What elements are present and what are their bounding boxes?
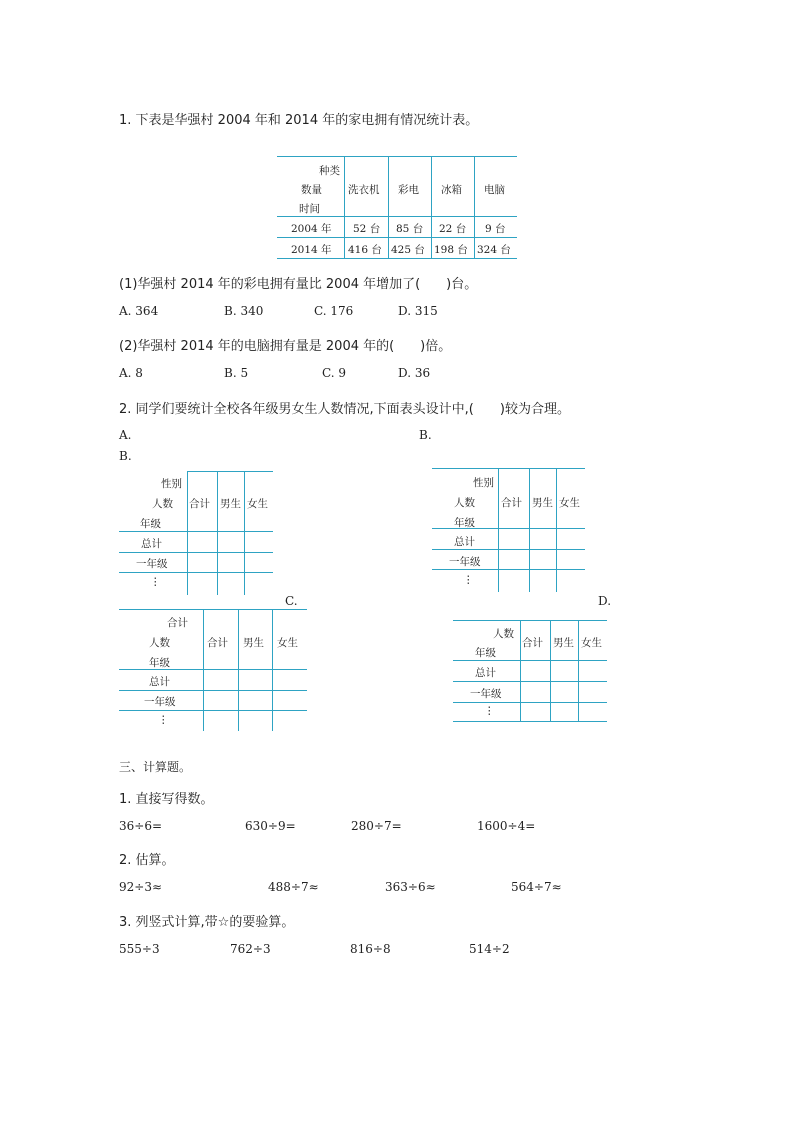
table-cell: 22 台 xyxy=(439,223,467,235)
column-header: 合计 xyxy=(207,637,228,649)
calc-item: 92÷3≈ xyxy=(119,880,163,894)
corner-label: 人数 xyxy=(454,497,475,509)
column-header: 合计 xyxy=(522,637,543,649)
row-label: ⋮ xyxy=(463,574,474,586)
column-header: 女生 xyxy=(277,637,298,649)
calc-item: 1600÷4= xyxy=(477,819,536,833)
corner-label: 性别 xyxy=(473,477,494,489)
option: A. 364 xyxy=(119,304,159,318)
corner-label: 人数 xyxy=(493,628,514,640)
column-header: 电脑 xyxy=(484,184,505,196)
table-cell: 198 台 xyxy=(434,244,468,256)
corner-label: 年级 xyxy=(475,647,496,659)
calc-item: 363÷6≈ xyxy=(385,880,436,894)
row-label: 一年级 xyxy=(449,556,481,568)
calc-item: 36÷6= xyxy=(119,819,163,833)
table-cell: 416 台 xyxy=(348,244,382,256)
option: D. 36 xyxy=(398,366,431,380)
row-label: 一年级 xyxy=(144,696,176,708)
option-label-b: B. xyxy=(119,449,132,463)
column-header: 女生 xyxy=(247,498,268,510)
table-cell: 324 台 xyxy=(477,244,511,256)
p2-title: 2. 估算。 xyxy=(119,853,175,868)
option: D. 315 xyxy=(398,304,438,318)
table-cell: 9 台 xyxy=(485,223,506,235)
corner-label: 年级 xyxy=(140,518,161,530)
row-label: 总计 xyxy=(454,536,475,548)
q2-title: 2. 同学们要统计全校各年级男女生人数情况,下面表头设计中,( )较为合理。 xyxy=(119,402,570,417)
column-header: 女生 xyxy=(559,497,580,509)
option-label-b: B. xyxy=(419,428,432,442)
calc-item: 555÷3 xyxy=(119,942,160,956)
option: B. 5 xyxy=(224,366,249,380)
corner-label: 人数 xyxy=(149,637,170,649)
calc-item: 564÷7≈ xyxy=(511,880,562,894)
option: A. 8 xyxy=(119,366,143,380)
column-header: 男生 xyxy=(243,637,264,649)
column-header: 男生 xyxy=(220,498,241,510)
column-header: 洗衣机 xyxy=(348,184,380,196)
header-table-c xyxy=(119,609,307,733)
calc-item: 514÷2 xyxy=(469,942,510,956)
table-cell: 85 台 xyxy=(396,223,424,235)
calc-item: 280÷7= xyxy=(351,819,402,833)
option: C. 9 xyxy=(322,366,347,380)
column-header: 男生 xyxy=(532,497,553,509)
q1-title: 1. 下表是华强村 2004 年和 2014 年的家电拥有情况统计表。 xyxy=(119,113,479,128)
column-header: 冰箱 xyxy=(441,184,462,196)
row-label: 一年级 xyxy=(470,688,502,700)
corner-label: 年级 xyxy=(454,517,475,529)
q1-sub1: (1)华强村 2014 年的彩电拥有量比 2004 年增加了( )台。 xyxy=(119,277,478,292)
corner-label: 合计 xyxy=(167,617,188,629)
table-cell: 52 台 xyxy=(353,223,381,235)
row-label: ⋮ xyxy=(150,576,161,588)
row-label: 2014 年 xyxy=(291,244,332,256)
option-label-a: A. xyxy=(119,428,132,442)
header-table-d xyxy=(453,620,607,724)
column-header: 合计 xyxy=(501,497,522,509)
corner-label: 人数 xyxy=(152,498,173,510)
q1-sub2: (2)华强村 2014 年的电脑拥有量是 2004 年的( )倍。 xyxy=(119,339,452,354)
option-label-c: C. xyxy=(285,594,298,608)
row-label: 一年级 xyxy=(136,558,168,570)
p3-title: 3. 列竖式计算,带☆的要验算。 xyxy=(119,915,295,930)
column-header: 合计 xyxy=(189,498,210,510)
calc-item: 488÷7≈ xyxy=(268,880,319,894)
header-table-b xyxy=(432,468,585,593)
corner-label: 年级 xyxy=(149,657,170,669)
row-label: ⋮ xyxy=(158,714,169,726)
corner-label: 种类 xyxy=(319,165,340,177)
q1-stats-table xyxy=(277,156,517,261)
corner-label: 性别 xyxy=(161,478,182,490)
column-header: 女生 xyxy=(581,637,602,649)
row-label: 2004 年 xyxy=(291,223,332,235)
section-heading: 三、计算题。 xyxy=(119,760,192,774)
row-label: 总计 xyxy=(141,538,162,550)
option: C. 176 xyxy=(314,304,354,318)
table-cell: 425 台 xyxy=(391,244,425,256)
calc-item: 630÷9= xyxy=(245,819,296,833)
calc-item: 762÷3 xyxy=(230,942,271,956)
column-header: 彩电 xyxy=(398,184,419,196)
row-label: ⋮ xyxy=(484,705,495,717)
corner-label: 数量 xyxy=(301,184,322,196)
row-label: 总计 xyxy=(149,676,170,688)
column-header: 男生 xyxy=(553,637,574,649)
corner-label: 时间 xyxy=(299,203,320,215)
header-table-a xyxy=(119,471,273,596)
calc-item: 816÷8 xyxy=(350,942,391,956)
option: B. 340 xyxy=(224,304,264,318)
p1-title: 1. 直接写得数。 xyxy=(119,792,214,807)
option-label-d: D. xyxy=(598,594,612,608)
row-label: 总计 xyxy=(475,667,496,679)
